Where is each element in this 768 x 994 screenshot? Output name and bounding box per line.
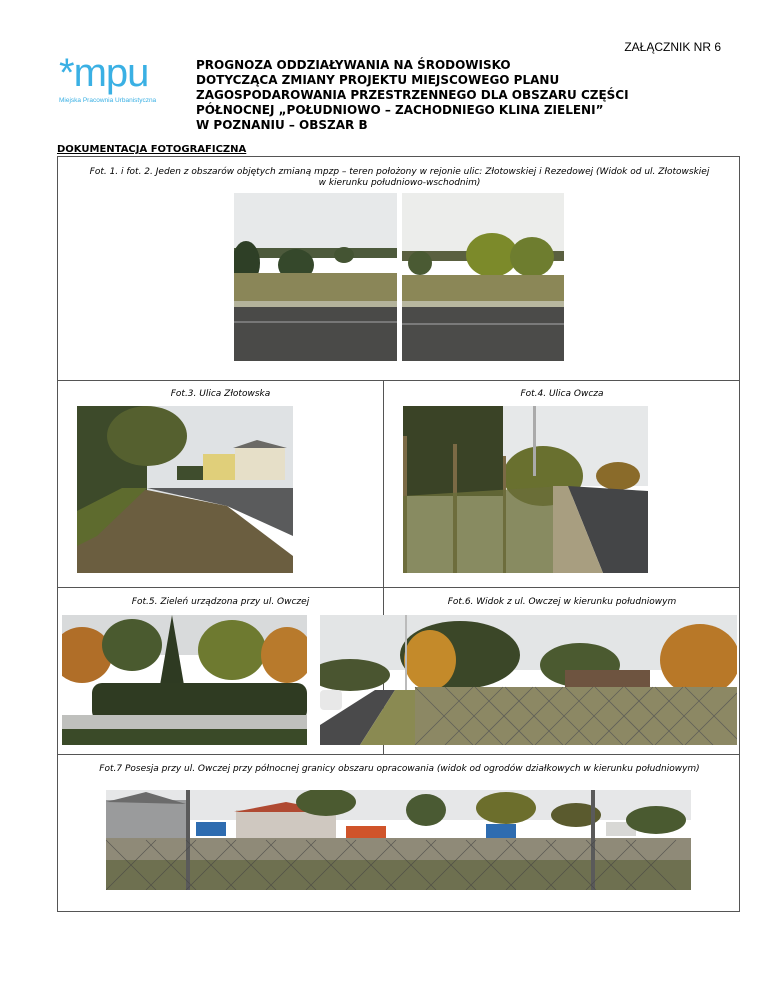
title-line: PÓŁNOCNEJ „POŁUDNIOWO – ZACHODNIEGO KLINA ZIELENI”	[196, 103, 604, 117]
photo-table	[57, 156, 740, 912]
caption-line: Fot. 1. i fot. 2. Jeden z obszarów objętych zmianą mpzp – teren położony w rejonie ulic: Złotowskiej i Rezedowej (Widok od ul. Złotowskiej	[89, 167, 710, 177]
annex-number: ZAŁĄCZNIK NR 6	[624, 40, 721, 54]
photo-fot7	[106, 790, 691, 890]
caption-line: w kierunku południowo-wschodnim)	[318, 178, 481, 188]
caption-fot7: Fot.7 Posesja przy ul. Owczej przy północnej granicy obszaru opracowania (widok od ogrodów działkowych w kierunku południowym)	[99, 764, 700, 774]
caption-fot6: Fot.6. Widok z ul. Owczej w kierunku południowym	[447, 597, 677, 607]
mpu-logo	[37, 51, 157, 110]
photo-fot2	[402, 193, 564, 361]
logo-subtitle: Miejska Pracownia Urbanistyczna	[59, 97, 157, 104]
caption-fot5: Fot.5. Zieleń urządzona przy ul. Owczej	[131, 597, 310, 607]
caption-fot3: Fot.3. Ulica Złotowska	[170, 389, 271, 399]
photo-fot4	[403, 406, 648, 573]
photo-fot6	[320, 615, 737, 745]
title-line: W POZNANIU – OBSZAR B	[196, 118, 368, 132]
photo-fot1	[234, 193, 397, 361]
title-line: ZAGOSPODAROWANIA PRZESTRZENNEGO DLA OBSZARU CZĘŚCI	[196, 88, 629, 102]
caption-fot4: Fot.4. Ulica Owcza	[520, 389, 604, 399]
logo-text: *mpu	[59, 51, 149, 95]
photo-fot5	[62, 615, 307, 745]
caption-fot1-2	[68, 167, 731, 189]
title-line: PROGNOZA ODDZIAŁYWANIA NA ŚRODOWISKO	[196, 58, 511, 72]
photo-fot3	[77, 406, 293, 573]
section-heading: DOKUMENTACJA FOTOGRAFICZNA	[57, 144, 247, 155]
row-divider	[58, 587, 739, 588]
row-divider	[58, 754, 739, 755]
document-title	[196, 58, 666, 133]
title-line: DOTYCZĄCA ZMIANY PROJEKTU MIEJSCOWEGO PLANU	[196, 73, 560, 87]
row-divider	[58, 380, 739, 381]
